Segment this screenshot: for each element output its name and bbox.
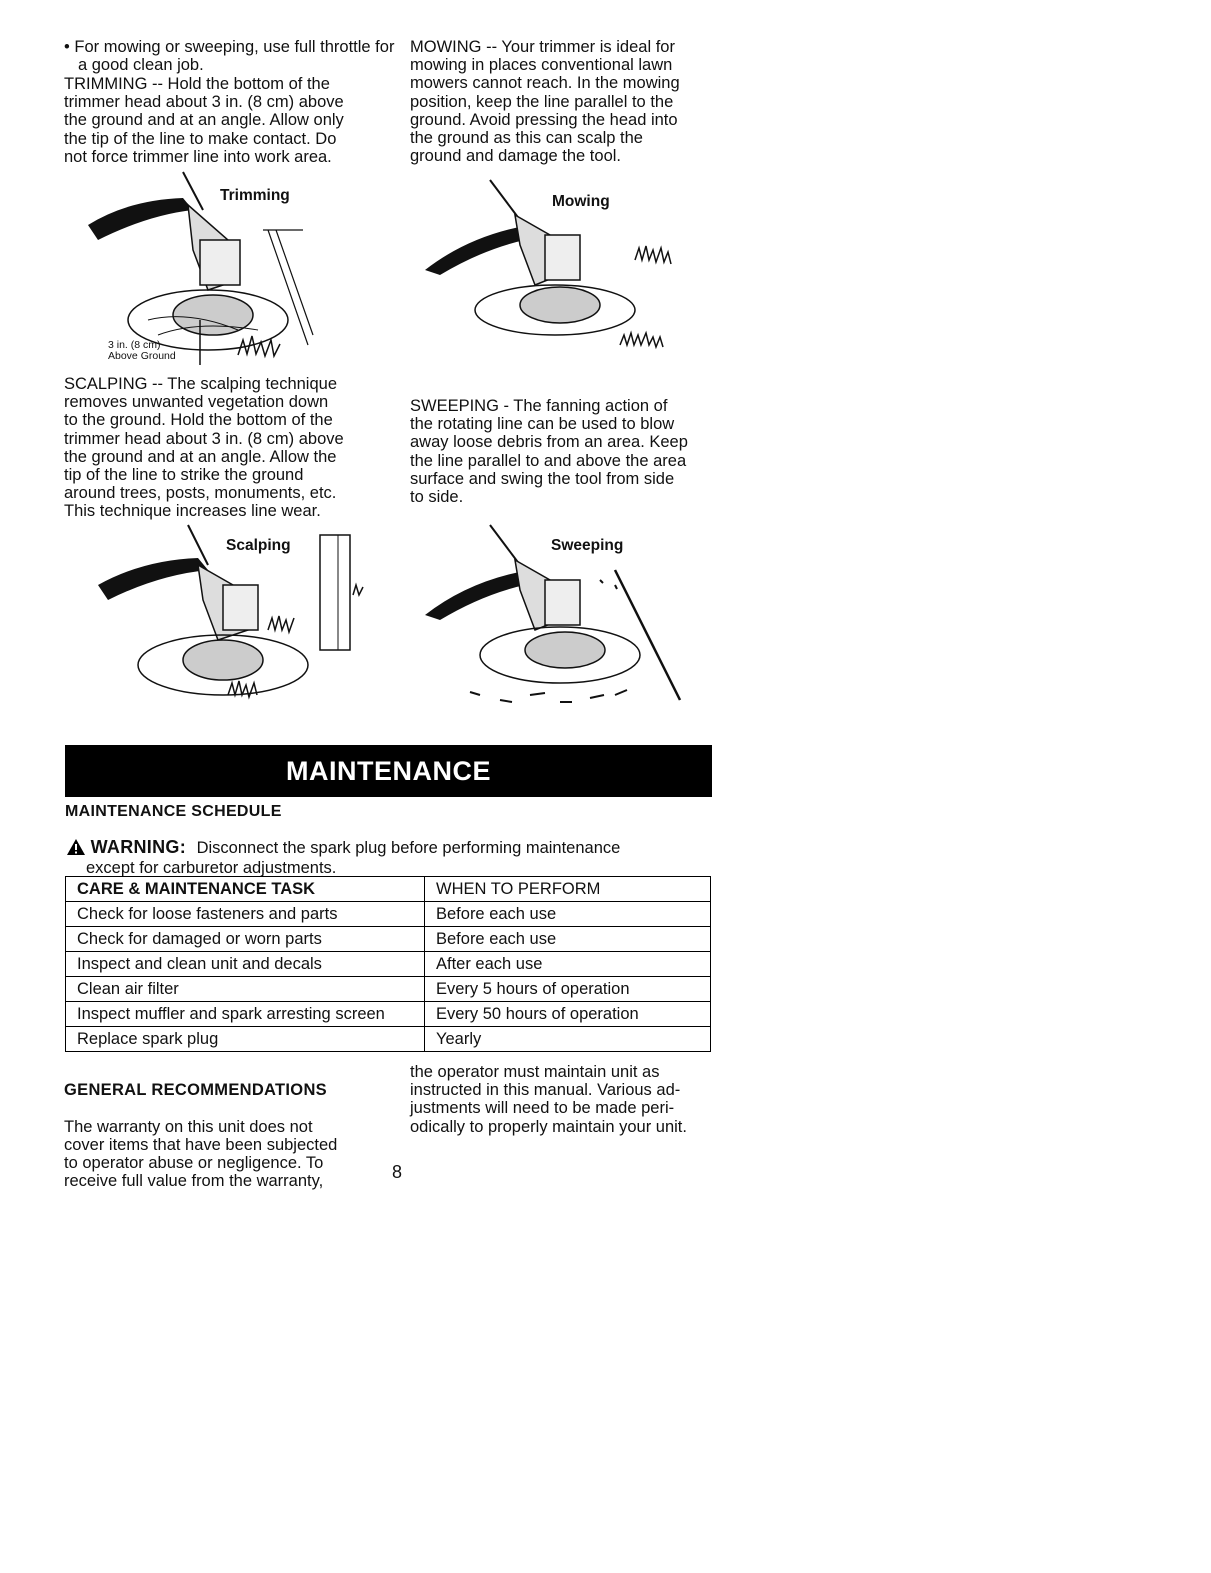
trimming-paragraph: TRIMMING -- Hold the bottom of the trimmer head about 3 in. (8 cm) above the ground and at an angle. Allow only the tip of the line to make contact. Do not force trimmer line into work area. xyxy=(64,75,344,166)
warning-notice xyxy=(66,838,620,877)
table-row xyxy=(66,1027,711,1052)
task-cell: Inspect and clean unit and decals xyxy=(66,952,425,977)
table-row xyxy=(66,977,711,1002)
maintenance-schedule-title: MAINTENANCE SCHEDULE xyxy=(65,803,282,820)
when-cell: Every 5 hours of operation xyxy=(425,977,711,1002)
task-cell: Check for loose fasteners and parts xyxy=(66,902,425,927)
when-column-header: WHEN TO PERFORM xyxy=(425,877,711,902)
when-cell: Before each use xyxy=(425,927,711,952)
table-row xyxy=(66,902,711,927)
mowing-figure-title: Mowing xyxy=(552,193,610,210)
table-row xyxy=(66,952,711,977)
full-throttle-note: • For mowing or sweeping, use full throttle for a good clean job. xyxy=(64,38,395,75)
warning-triangle-icon xyxy=(66,838,86,860)
when-cell: Before each use xyxy=(425,902,711,927)
mowing-illustration xyxy=(420,175,700,375)
general-recommendations-title: GENERAL RECOMMENDATIONS xyxy=(64,1081,327,1100)
table-header-row xyxy=(66,877,711,902)
task-cell: Inspect muffler and spark arresting screen xyxy=(66,1002,425,1027)
general-recommendations-left-text: The warranty on this unit does not cover items that have been subjected to operator abuse or negligence. To receive full value from the warranty, xyxy=(64,1117,338,1191)
when-cell: After each use xyxy=(425,952,711,977)
trimming-figure-note: 3 in. (8 cm) Above Ground xyxy=(108,339,176,362)
trimming-illustration xyxy=(88,170,328,370)
trimming-figure-title: Trimming xyxy=(220,187,290,204)
table-row xyxy=(66,1002,711,1027)
scalping-paragraph: SCALPING -- The scalping technique removes unwanted vegetation down to the ground. Hold the bottom of the trimmer head about 3 in. (8 cm) above the ground and at an angle. Allow the tip of the line to strike the ground around trees, posts, monuments, etc. This technique increases line wear. xyxy=(64,375,344,521)
sweeping-illustration xyxy=(420,520,700,720)
task-cell: Replace spark plug xyxy=(66,1027,425,1052)
when-cell: Yearly xyxy=(425,1027,711,1052)
maintenance-heading: MAINTENANCE xyxy=(286,756,491,786)
maintenance-schedule-table xyxy=(65,876,711,1052)
warning-text-continued: except for carburetor adjustments. xyxy=(86,859,337,877)
general-recommendations-right-text: the operator must maintain unit as instructed in this manual. Various ad- justments will need to be made peri- odically to properly maintain your unit. xyxy=(410,1063,687,1136)
table-row xyxy=(66,927,711,952)
warning-text: Disconnect the spark plug before performing maintenance xyxy=(196,839,621,857)
sweeping-paragraph: SWEEPING - The fanning action of the rotating line can be used to blow away loose debris from an area. Keep the line parallel to and above the area surface and swing the tool from side to side. xyxy=(410,397,688,507)
task-cell: Clean air filter xyxy=(66,977,425,1002)
maintenance-banner xyxy=(65,745,712,797)
scalping-figure-title: Scalping xyxy=(226,537,291,554)
mowing-paragraph: MOWING -- Your trimmer is ideal for mowing in places conventional lawn mowers cannot reach. In the mowing position, keep the line parallel to the ground. Avoid pressing the head into the ground as this can scalp the ground and damage the tool. xyxy=(410,38,680,166)
page-number: 8 xyxy=(392,1162,403,1182)
when-cell: Every 50 hours of operation xyxy=(425,1002,711,1027)
sweeping-figure-title: Sweeping xyxy=(551,537,624,554)
general-recommendations-left xyxy=(64,1063,394,1209)
task-cell: Check for damaged or worn parts xyxy=(66,927,425,952)
warning-label: WARNING: xyxy=(90,837,186,857)
scalping-illustration xyxy=(98,520,398,720)
task-column-header: CARE & MAINTENANCE TASK xyxy=(66,877,425,902)
